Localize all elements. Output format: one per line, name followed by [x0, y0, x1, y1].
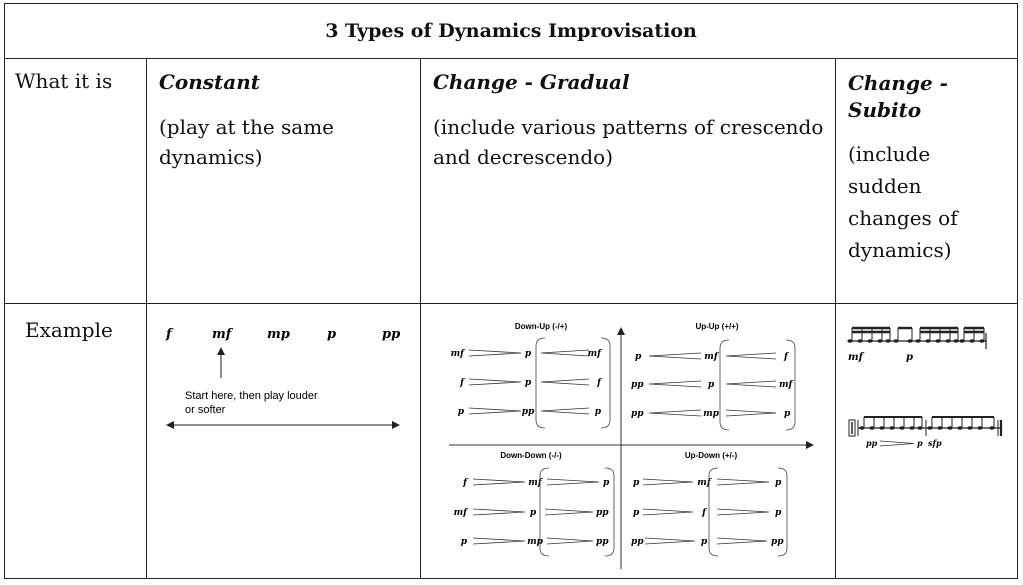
hairpin-right — [547, 538, 593, 544]
hairpin-right — [717, 479, 769, 485]
note-head — [859, 426, 864, 430]
pattern-row — [631, 537, 784, 547]
dyn-start: f — [463, 478, 467, 488]
dyn-mid: mf — [528, 478, 542, 488]
table-title: 3 Types of Dynamics Improvisation — [5, 4, 1018, 59]
quadrant-title: Up-Up (+/+) — [695, 322, 739, 331]
hairpin — [880, 441, 914, 446]
dyn-mid: p — [529, 508, 537, 518]
constant-heading: Constant — [159, 70, 261, 94]
dyn-mid: f — [702, 508, 706, 518]
row-label-what-it-is: What it is — [5, 59, 147, 304]
dyn-mid: mf — [704, 352, 718, 362]
dyn-end: pp — [596, 537, 609, 547]
pattern-row — [633, 478, 782, 488]
subito-mark-4: p — [917, 438, 923, 448]
dyn-start: pp — [631, 537, 644, 547]
dyn-mid: p — [700, 537, 708, 547]
hairpin-right — [547, 479, 599, 485]
hairpin-left — [469, 350, 521, 356]
note-head — [953, 339, 958, 343]
dyn-mid: mp — [703, 409, 719, 419]
subito-cell — [836, 59, 1018, 304]
pattern-row — [454, 508, 610, 518]
rhythm-staff-1 — [847, 328, 986, 363]
dynamic-mark-p: p — [327, 327, 337, 342]
note-head — [893, 339, 898, 343]
subito-diagram — [836, 304, 1014, 464]
note-head — [989, 426, 994, 430]
dyn-mid: p — [524, 349, 532, 359]
hairpin-right — [717, 538, 767, 544]
quadrant-title: Up-Down (+/-) — [684, 451, 738, 460]
quadrant-title: Down-Down (-/-) — [500, 451, 562, 460]
dyn-end: f — [597, 378, 601, 388]
quadrant-down-down — [454, 451, 614, 556]
note-head — [877, 339, 882, 343]
rhythm-staff-2 — [849, 417, 1001, 448]
hairpin-left — [469, 408, 521, 414]
dyn-end: p — [775, 508, 782, 518]
constant-diagram — [147, 304, 417, 444]
note-head — [925, 339, 930, 343]
subito-mark-3: pp — [866, 438, 878, 448]
dyn-end: pp — [596, 508, 609, 518]
hairpin-left — [643, 509, 693, 515]
note-head — [879, 426, 884, 430]
note-head — [899, 426, 904, 430]
dyn-mid: mp — [527, 537, 543, 547]
pattern-row — [633, 508, 782, 518]
hairpin-left — [649, 353, 701, 359]
note-stems — [847, 328, 984, 343]
row-label-example: Example — [5, 304, 147, 579]
subito-mark-5: sfp — [928, 438, 942, 448]
note-head — [869, 426, 874, 430]
note-head — [847, 339, 852, 343]
hairpin-right — [545, 509, 593, 515]
quadrant-title: Down-Up (-/+) — [514, 322, 568, 331]
pattern-row — [631, 380, 795, 390]
dynamic-mark-mp: mp — [267, 327, 290, 342]
note-head — [977, 426, 982, 430]
gradual-heading: Change - Gradual — [433, 70, 630, 94]
note-head — [947, 426, 952, 430]
hairpin-left — [473, 479, 525, 485]
note-head — [969, 339, 974, 343]
hairpin-left — [473, 509, 525, 515]
dyn-start: p — [633, 478, 640, 488]
note-head — [867, 339, 872, 343]
gradual-diagram — [421, 304, 833, 574]
note-head — [935, 339, 940, 343]
note-head — [945, 339, 950, 343]
dyn-mid: mf — [697, 478, 711, 488]
constant-example — [147, 304, 421, 579]
dyn-end: p — [603, 478, 610, 488]
dyn-end: pp — [771, 537, 784, 547]
pattern-row — [459, 378, 603, 388]
hairpin-left — [473, 538, 525, 544]
bracket-left — [720, 340, 729, 430]
dyn-start: pp — [631, 409, 644, 419]
dyn-end: mf — [779, 380, 793, 390]
dyn-end: p — [594, 407, 601, 417]
hairpin-left — [645, 538, 695, 544]
hairpin-left — [469, 379, 521, 385]
note-head — [957, 426, 962, 430]
start-note-line1: Start here, then play louder — [185, 390, 318, 402]
subito-example — [836, 304, 1018, 579]
gradual-example — [421, 304, 836, 579]
note-head — [885, 339, 890, 343]
note-head — [889, 426, 894, 430]
hairpin-right — [541, 408, 589, 414]
pattern-row — [458, 407, 602, 417]
dynamic-mark-mf: mf — [212, 327, 232, 342]
note-head — [959, 339, 964, 343]
dynamic-mark-pp: pp — [382, 327, 401, 342]
quadrant-down-up — [451, 322, 610, 428]
note-head — [937, 426, 942, 430]
bracket-right — [601, 338, 610, 428]
dyn-start: mf — [453, 508, 467, 518]
quadrant-up-up — [631, 322, 795, 430]
gradual-description: (include various patterns of crescendo and decrescendo) — [433, 115, 824, 169]
quadrant-up-down — [631, 451, 787, 556]
note-head — [979, 339, 984, 343]
hairpin-right — [541, 350, 589, 356]
dyn-end: p — [775, 478, 782, 488]
hairpin-left — [649, 410, 701, 416]
dyn-end: f — [784, 352, 788, 362]
start-note-line2: or softer — [185, 404, 226, 416]
dyn-start: p — [460, 537, 467, 547]
dyn-start: p — [457, 407, 464, 417]
note-head — [909, 426, 914, 430]
dyn-start: p — [633, 508, 640, 518]
dyn-start: f — [460, 378, 464, 388]
note-head — [857, 339, 862, 343]
subito-mark-1: mf — [848, 352, 863, 363]
pattern-row — [462, 478, 610, 488]
dyn-mid: p — [524, 378, 532, 388]
pattern-row — [635, 352, 790, 362]
note-head — [907, 339, 912, 343]
dynamics-table — [4, 3, 1018, 579]
bracket-left — [536, 338, 545, 428]
pattern-row — [451, 349, 604, 359]
dyn-mid: p — [707, 380, 715, 390]
note-head — [915, 339, 920, 343]
dyn-end: mf — [587, 349, 601, 359]
constant-cell — [147, 59, 421, 304]
pattern-row — [461, 537, 610, 547]
dyn-mid: pp — [521, 407, 535, 417]
note-head — [917, 426, 922, 430]
subito-heading: Change - Subito — [848, 71, 948, 122]
hairpin-left — [649, 381, 701, 387]
subito-mark-2: p — [906, 352, 913, 363]
dynamic-mark-f: f — [166, 327, 172, 342]
hairpin-right — [726, 353, 776, 359]
hairpin-right — [726, 410, 776, 416]
hairpin-right — [541, 379, 589, 385]
dyn-end: p — [784, 409, 791, 419]
dyn-start: p — [635, 352, 642, 362]
subito-description: (include sudden changes of dynamics) — [848, 142, 958, 262]
dyn-start: mf — [450, 349, 464, 359]
note-head — [967, 426, 972, 430]
hairpin-right — [726, 381, 776, 387]
hairpin-left — [643, 479, 693, 485]
hairpin-right — [717, 509, 769, 515]
note-head — [927, 426, 932, 430]
pattern-row — [631, 409, 791, 419]
gradual-cell — [421, 59, 836, 304]
dyn-start: pp — [631, 380, 644, 390]
constant-description: (play at the same dynamics) — [159, 115, 334, 169]
